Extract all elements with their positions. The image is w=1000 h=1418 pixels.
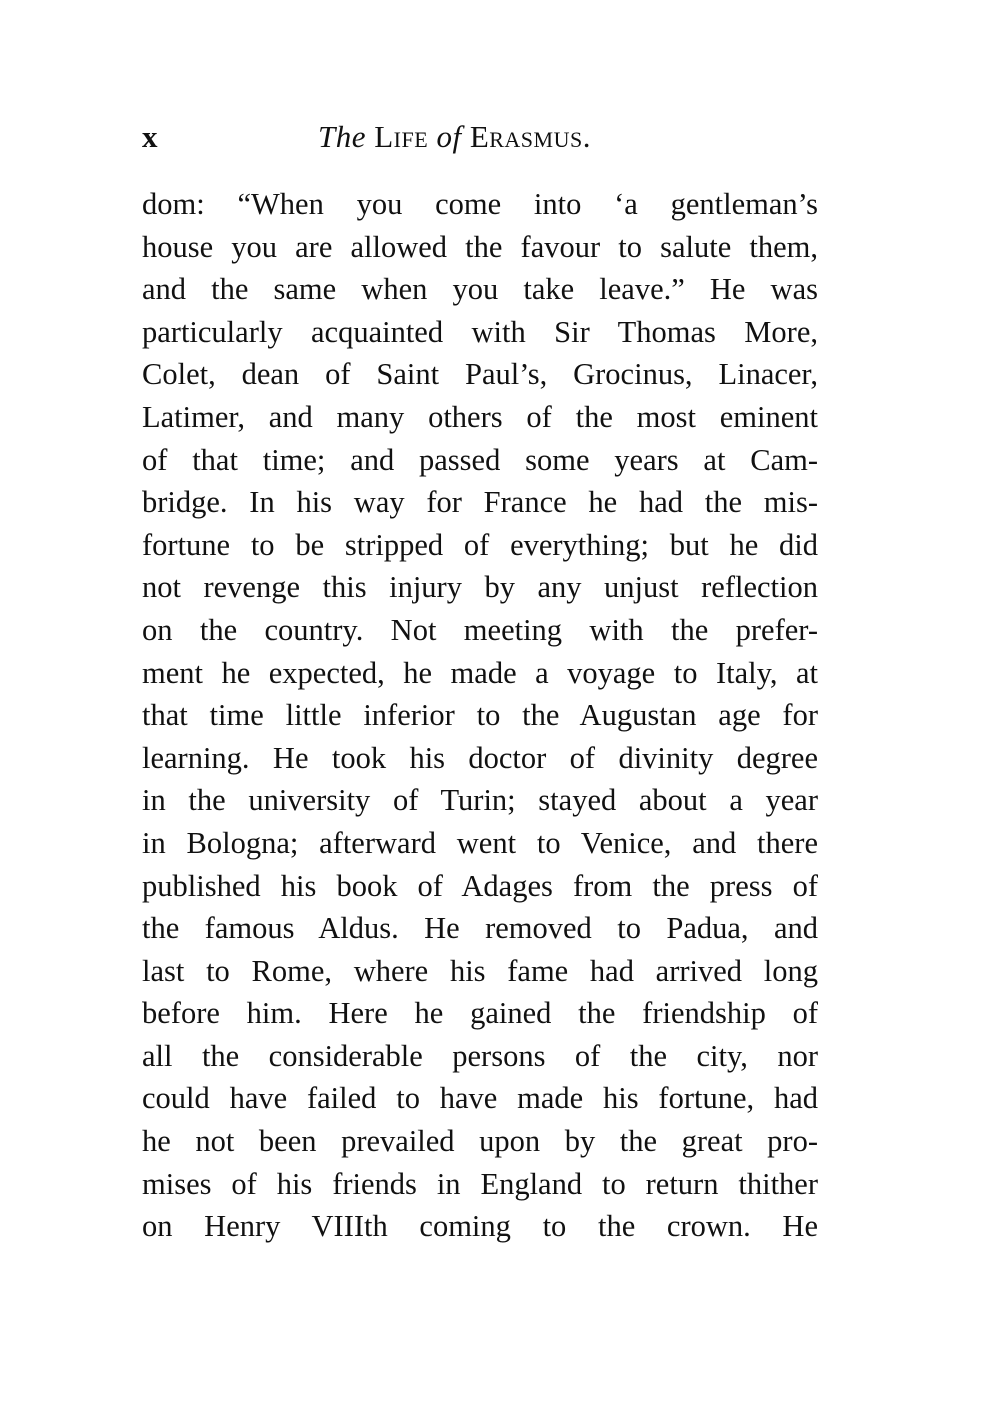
text-line: Colet, dean of Saint Paul’s, Grocinus, Linacer, [142,357,818,392]
text-line: that time little inferior to the Augustan age for [142,698,818,733]
text-line: on Henry VIIIth coming to the crown. He [142,1209,818,1244]
text-line: not revenge this injury by any unjust reflection [142,570,818,605]
text-line: published his book of Adages from the press of [142,868,818,903]
text-line: he not been prevailed upon by the great pro- [142,1124,818,1159]
text-line: in the university of Turin; stayed about a year [142,783,818,818]
text-line: learning. He took his doctor of divinity degree [142,740,818,775]
text-line: house you are allowed the favour to salute them, [142,229,818,264]
text-line: last to Rome, where his fame had arrived long [142,953,818,988]
text-line: in Bologna; afterward went to Venice, and there [142,825,818,860]
text-line: mises of his friends in England to return thither [142,1166,818,1201]
text-line: bridge. In his way for France he had the mis- [142,485,818,520]
text-line: could have failed to have made his fortune, had [142,1081,818,1116]
text-line: on the country. Not meeting with the prefer- [142,612,818,647]
text-line: fortune to be stripped of everything; but he did [142,527,818,562]
title-life: Life [374,119,429,154]
text-line: ment he expected, he made a voyage to Italy, at [142,655,818,690]
text-line: and the same when you take leave.” He was [142,272,818,307]
text-line: all the considerable persons of the city, nor [142,1038,818,1073]
text-line: particularly acquainted with Sir Thomas More, [142,314,818,349]
text-line: of that time; and passed some years at Cam- [142,442,818,477]
text-line: dom: “When you come into ‘a gentleman’s [142,187,818,221]
text-line: Latimer, and many others of the most eminent [142,399,818,434]
text-line: the famous Aldus. He removed to Padua, and [142,911,818,946]
book-title [318,112,591,162]
title-of: of [436,119,462,154]
body-text [142,183,818,1248]
title-erasmus: Erasmus. [469,119,591,154]
page-number: x [142,119,158,154]
text-line: before him. Here he gained the friendship of [142,996,818,1031]
title-the: The [318,119,366,154]
running-head [142,112,818,162]
